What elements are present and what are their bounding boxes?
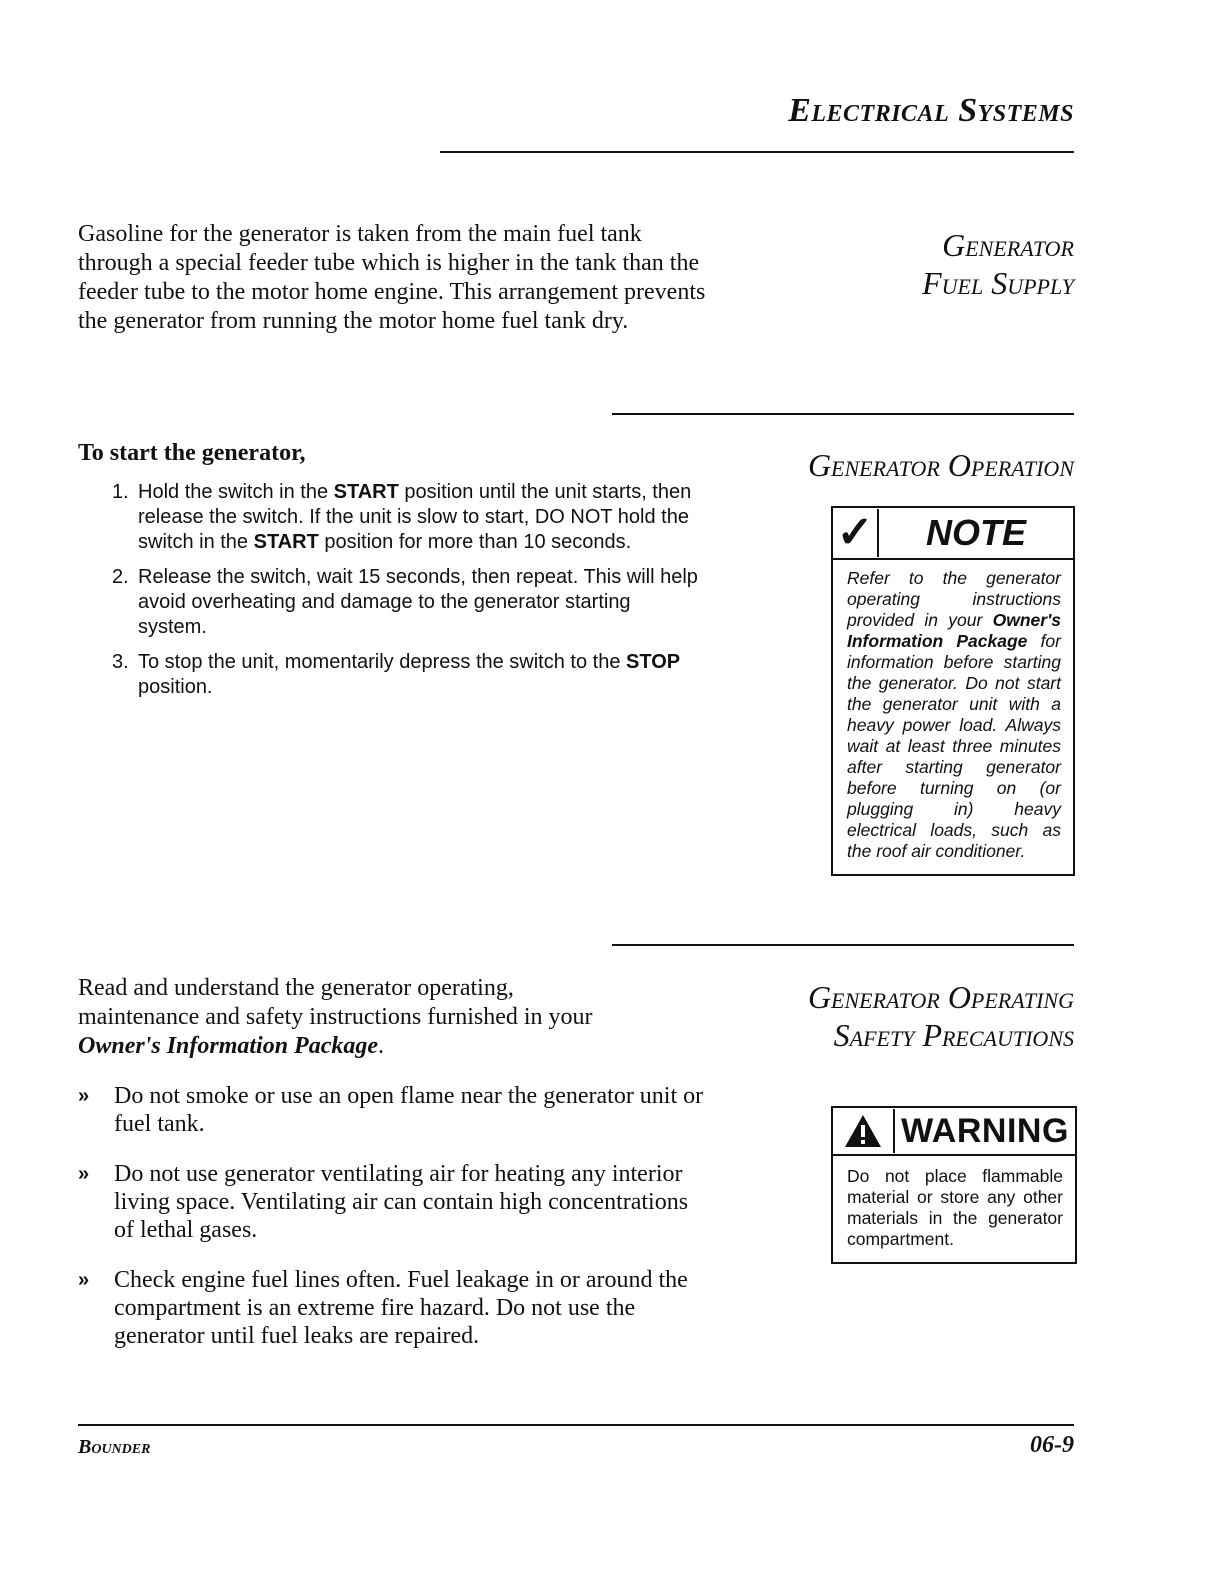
- note-header: [833, 508, 1073, 560]
- footer-rule: [78, 1424, 1074, 1426]
- step-number: 1.: [112, 481, 129, 503]
- bullet-icon: »: [78, 1085, 90, 1107]
- section-title: Electrical Systems: [788, 92, 1074, 129]
- safety-heading: [808, 978, 1074, 1054]
- step-item: [112, 565, 702, 640]
- step-text: To stop the unit, momentarily depress the switch to the STOP position.: [138, 651, 681, 698]
- note-text: Refer to the generator operating instructions provided in your Owner's Information Package for information before starting the generator. Do not start the generator unit with a heavy power load. Always wait at least three minutes after starting generator before turning on (or plugging in) heavy electrical loads, such as the roof air conditioner.: [847, 568, 1061, 861]
- step-text: Release the switch, wait 15 seconds, then repeat. This will help avoid overheating and damage to the generator starting system.: [138, 566, 698, 638]
- fuel-supply-body: Gasoline for the generator is taken from the main fuel tank through a special feeder tube which is higher in the tank than the feeder tube to the motor home engine. This arrangement prevents the generator from running the motor home fuel tank dry.: [78, 221, 706, 334]
- safety-heading-line2: Safety Precautions: [833, 1017, 1074, 1053]
- fuel-supply-heading-line1: Generator: [942, 227, 1074, 263]
- note-title: NOTE: [877, 509, 1073, 557]
- section-divider: [612, 944, 1074, 946]
- operation-steps: [112, 480, 702, 710]
- page-number: 06-9: [1030, 1432, 1074, 1458]
- warning-box: [831, 1106, 1077, 1264]
- safety-intro: Read and understand the generator operating, maintenance and safety instructions furnished in your Owner's Information Package.: [78, 975, 593, 1059]
- list-item: [78, 1160, 708, 1244]
- list-item: [78, 1082, 708, 1138]
- step-item: [112, 650, 702, 700]
- warning-title: WARNING: [893, 1109, 1075, 1153]
- step-number: 2.: [112, 566, 129, 588]
- bullet-icon: »: [78, 1269, 90, 1291]
- section-divider: [612, 413, 1074, 415]
- safety-heading-line1: Generator Operating: [807, 979, 1074, 1015]
- bullet-text: Check engine fuel lines often. Fuel leakage in or around the compartment is an extreme fire hazard. Do not use the generator until fuel leaks are repaired.: [114, 1267, 688, 1349]
- footer-brand: Bounder: [78, 1436, 151, 1458]
- bullet-text: Do not use generator ventilating air for heating any interior living space. Ventilating air can contain high concentrations of lethal gases.: [114, 1161, 689, 1243]
- step-number: 3.: [112, 651, 129, 673]
- warning-text: Do not place flammable material or store any other materials in the generator compartment.: [847, 1166, 1063, 1249]
- operation-heading: Generator Operation: [807, 447, 1074, 483]
- operation-intro: To start the generator,: [78, 440, 306, 466]
- bullet-text: Do not smoke or use an open flame near the generator unit or fuel tank.: [114, 1083, 704, 1137]
- fuel-supply-heading-line2: Fuel Supply: [922, 265, 1074, 301]
- note-box: [831, 506, 1075, 876]
- fuel-supply-heading: [922, 226, 1074, 302]
- checkmark-icon: ✓: [836, 508, 874, 557]
- safety-bullets: [78, 1082, 708, 1372]
- header-rule: [440, 151, 1074, 153]
- step-item: [112, 480, 702, 555]
- warning-header: [833, 1108, 1075, 1156]
- bullet-icon: »: [78, 1163, 90, 1185]
- list-item: [78, 1266, 708, 1350]
- step-text: Hold the switch in the START position until the unit starts, then release the switch. If the unit is slow to start, DO NOT hold the switch in the START position for more than 10 seconds.: [138, 481, 692, 553]
- warning-triangle-icon: [833, 1108, 893, 1154]
